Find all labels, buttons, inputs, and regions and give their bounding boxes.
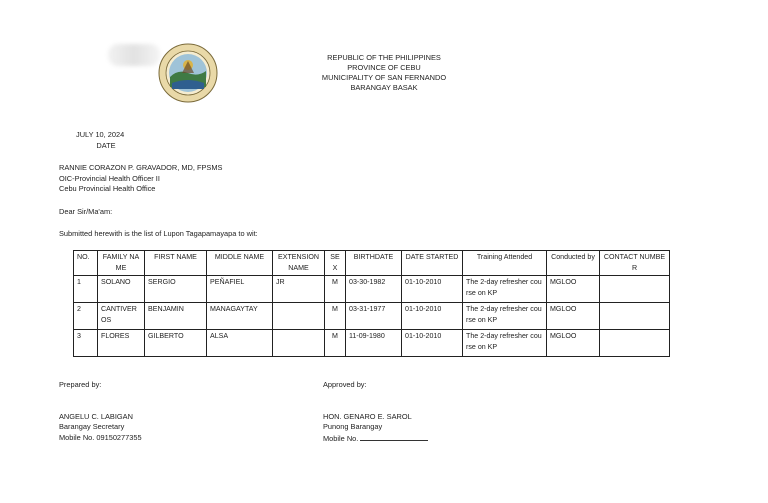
cell-conducted-by: MGLOO (547, 330, 600, 357)
cell-conducted-by: MGLOO (547, 276, 600, 303)
cell-contact-number (600, 330, 670, 357)
prepared-by-block (59, 380, 142, 443)
cell-contact-number (600, 276, 670, 303)
cell-extension-name: JR (273, 276, 325, 303)
cell-first-name: GILBERTO (145, 330, 207, 357)
cell-contact-number (600, 303, 670, 330)
header-no: NO. (74, 251, 98, 276)
approved-by-mobile (323, 433, 428, 445)
approved-by-label: Approved by: (323, 380, 367, 389)
letterhead (300, 53, 468, 93)
cell-training-attended: The 2-day refresher course on KP (463, 303, 547, 330)
table-header-row (74, 251, 670, 276)
cell-first-name: BENJAMIN (145, 303, 207, 330)
addressee-title: OIC-Provincial Health Officer II (59, 173, 160, 183)
approved-by-position: Punong Barangay (323, 422, 383, 431)
header-conducted-by: Conducted by (547, 251, 600, 276)
cell-middle-name: PEÑAFIEL (207, 276, 273, 303)
approved-by-block (323, 380, 428, 444)
cell-training-attended: The 2-day refresher course on KP (463, 276, 547, 303)
cell-no: 1 (74, 276, 98, 303)
header-family-name: FAMILY NAME (98, 251, 145, 276)
cell-date-started: 01-10-2010 (402, 276, 463, 303)
intro-text: Submitted herewith is the list of Lupon Tagapamayapa to wit: (59, 229, 258, 238)
letterhead-line: BARANGAY BASAK (350, 83, 418, 92)
cell-middle-name: ALSA (207, 330, 273, 357)
letterhead-line: MUNICIPALITY OF SAN FERNANDO (321, 73, 447, 82)
header-middle-name: MIDDLE NAME (207, 251, 273, 276)
redacted-logo (108, 44, 160, 66)
date-block (76, 130, 136, 151)
header-birthdate: BIRTHDATE (346, 251, 402, 276)
salutation: Dear Sir/Ma'am: (59, 207, 113, 216)
prepared-by-mobile: Mobile No. 09150277355 (59, 432, 142, 442)
header-training-attended: Training Attended (463, 251, 547, 276)
cell-birthdate: 11-09-1980 (346, 330, 402, 357)
approved-by-name: HON. GENARO E. SAROL (323, 411, 412, 421)
header-date-started: DATE STARTED (402, 251, 463, 276)
cell-family-name: SOLANO (98, 276, 145, 303)
prepared-by-name: ANGELU C. LABIGAN (59, 411, 133, 421)
header-first-name: FIRST NAME (145, 251, 207, 276)
cell-sex: M (325, 303, 346, 330)
cell-no: 3 (74, 330, 98, 357)
cell-sex: M (325, 276, 346, 303)
table-row (74, 330, 670, 357)
table-row (74, 303, 670, 330)
date-value: JULY 10, 2024 (76, 130, 125, 139)
lupon-table (73, 250, 670, 357)
header-sex: SEX (325, 251, 346, 276)
addressee (59, 163, 222, 195)
cell-conducted-by: MGLOO (547, 303, 600, 330)
cell-sex: M (325, 330, 346, 357)
table-row (74, 276, 670, 303)
cell-family-name: FLORES (98, 330, 145, 357)
addressee-name: RANNIE CORAZON P. GRAVADOR, MD, FPSMS (59, 163, 223, 172)
cell-birthdate: 03-31-1977 (346, 303, 402, 330)
cell-date-started: 01-10-2010 (402, 303, 463, 330)
header-extension-name: EXTENSION NAME (273, 251, 325, 276)
addressee-office: Cebu Provincial Health Office (59, 184, 156, 193)
prepared-by-label: Prepared by: (59, 380, 102, 389)
cell-extension-name (273, 303, 325, 330)
barangay-seal-icon (158, 43, 218, 103)
cell-family-name: CANTIVEROS (98, 303, 145, 330)
cell-middle-name: MANAGAYTAY (207, 303, 273, 330)
date-label: DATE (96, 140, 116, 150)
mobile-blank-line (360, 433, 428, 441)
cell-training-attended: The 2-day refresher course on KP (463, 330, 547, 357)
cell-date-started: 01-10-2010 (402, 330, 463, 357)
cell-birthdate: 03-30-1982 (346, 276, 402, 303)
cell-first-name: SERGIO (145, 276, 207, 303)
cell-extension-name (273, 330, 325, 357)
letterhead-line: PROVINCE OF CEBU (347, 63, 421, 72)
cell-no: 2 (74, 303, 98, 330)
letterhead-line: REPUBLIC OF THE PHILIPPINES (327, 53, 441, 62)
prepared-by-position: Barangay Secretary (59, 422, 125, 431)
header-contact-number: CONTACT NUMBER (600, 251, 670, 276)
approved-by-mobile-label: Mobile No. (323, 433, 359, 443)
